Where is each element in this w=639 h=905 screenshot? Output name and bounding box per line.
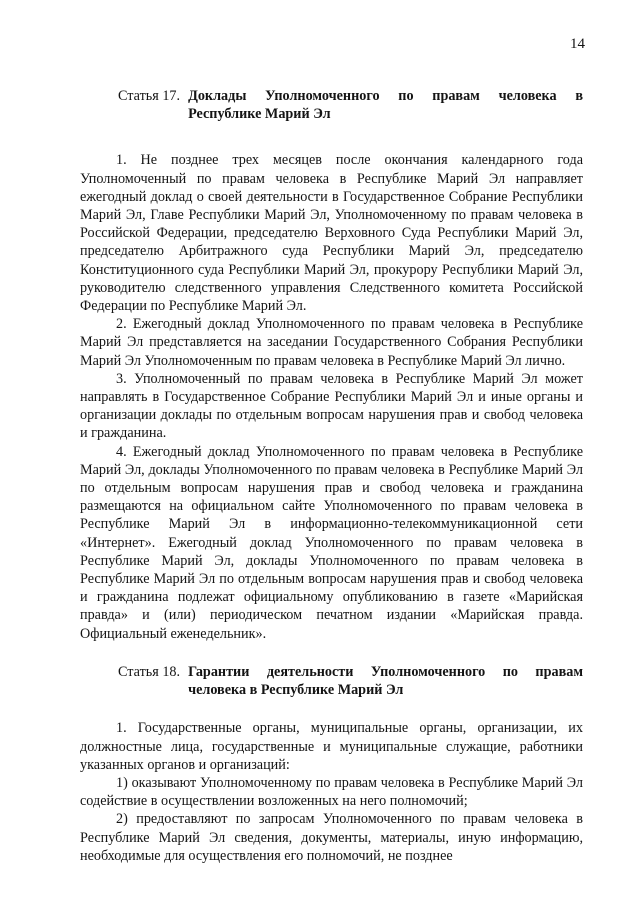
article-18-item-2: 2) предоставляют по запросам Уполномоченного по правам человека в Республике Марий Эл сведения, документы, материалы, иную информацию, необходимые для осуществления его полномочий, не позднее bbox=[80, 811, 583, 864]
article-17-title: Доклады Уполномоченного по правам человека в Республике Марий Эл bbox=[188, 88, 583, 123]
page-number: 14 bbox=[570, 36, 585, 52]
article-17-heading bbox=[118, 87, 583, 123]
article-17-paragraph-3: 3. Уполномоченный по правам человека в Республике Марий Эл может направлять в Государственное Собрание Республики Марий Эл и иные органы и организации доклады по отдельным вопросам нарушения прав и свобод человека и гражданина. bbox=[80, 370, 583, 442]
article-18-item-1: 1) оказывают Уполномоченному по правам человека в Республике Марий Эл содействие в осуществлении возложенных на него полномочий; bbox=[80, 774, 583, 810]
document-body bbox=[80, 80, 583, 865]
article-17-number: Статья 17. bbox=[118, 88, 181, 104]
article-18-paragraph-1: 1. Государственные органы, муниципальные органы, организации, их должностные лица, государственные и муниципальные служащие, работники указанных органов и организаций: bbox=[80, 720, 583, 773]
article-18-title: Гарантии деятельности Уполномоченного по правам человека в Республике Марий Эл bbox=[188, 663, 583, 699]
article-17-paragraph-2: 2. Ежегодный доклад Уполномоченного по правам человека в Республике Марий Эл представляется на заседании Государственного Собрания Республики Марий Эл Уполномоченным по правам человека в Республике Марий Эл лично. bbox=[80, 316, 583, 369]
article-17-paragraph-1: 1. Не позднее трех месяцев после окончания календарного года Уполномоченный по правам человека в Республике Марий Эл направляет ежегодный доклад о своей деятельности в Государственное Собрание Республики Марий Эл, Главе Республики Марий Эл, Уполномоченному по правам человека в Российской Федерации, председателю Верховного Суда Республики Марий Эл, председателю Арбитражного суда Республики Марий Эл, председателю Конституционного суда Республики Марий Эл, прокурору Республики Марий Эл, руководителю следственного управления Следственного комитета Российской Федерации по Республике Марий Эл. bbox=[80, 152, 583, 315]
article-18-number: Статья 18. bbox=[118, 663, 181, 680]
article-18-heading bbox=[118, 663, 583, 699]
article-17-paragraph-4: 4. Ежегодный доклад Уполномоченного по правам человека в Республике Марий Эл, доклады Уполномоченного по правам человека в Республике Марий Эл по отдельным вопросам нарушения прав и свобод человека и гражданина размещаются на официальном сайте Уполномоченного по правам человека в Республике Марий Эл в информационно-телекоммуникационной сети «Интернет». Ежегодный доклад Уполномоченного по правам человека в Республике Марий Эл, доклады Уполномоченного по правам человека в Республике Марий Эл по отдельным вопросам нарушения прав и свобод человека и гражданина подлежат официальному опубликованию в газете «Марийская правда» и (или) периодическом печатном издании «Марийская правда. Официальный еженедельник». bbox=[80, 443, 583, 642]
